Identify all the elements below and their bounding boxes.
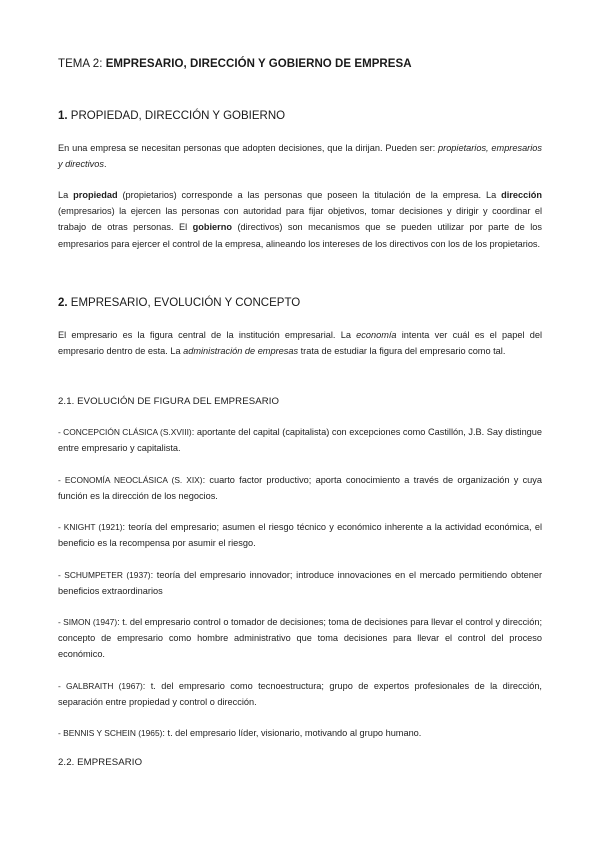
subsection-2-2-heading: 2.2. EMPRESARIO [58,757,143,768]
title-prefix: TEMA 2: [58,58,106,70]
term-gobierno: gobierno [192,222,232,233]
section-2-paragraph-1 [58,327,542,359]
item-label: - SIMON (1947) [58,617,118,627]
section-2-heading-text: EMPRESARIO, EVOLUCIÓN Y CONCEPTO [67,297,301,309]
list-item [58,567,542,599]
text-run: En una empresa se necesitan personas que adopten decisiones, que la dirijan. Pueden ser: [58,143,439,153]
section-1-number: 1. [58,110,68,122]
item-label: - BENNIS Y SCHEIN (1965) [58,728,163,738]
list-item [58,424,542,456]
text-run: El empresario es la figura central de la institución empresarial. La [58,330,357,340]
item-label: - SCHUMPETER (1937) [58,570,151,580]
item-label: - CONCEPCIÓN CLÁSICA (S.XVIII) [58,427,192,437]
text-run-italic: propietarios, empresarios y directivos [58,143,542,170]
text-run-italic: economía [356,330,397,340]
list-item [58,472,542,504]
item-text: : teoría del empresario innovador; introduce innovaciones en el mercado permitiendo obtener beneficios extraordinarios [58,570,543,597]
text-run: (empresarios) la ejercen las personas con autoridad para fijar objetivos, tomar decisiones y dirigir y coordinar el trabajo de otras personas. El [58,206,542,233]
text-run: intenta ver cuál es el papel del empresario dentro de esta. La [58,330,543,357]
term-propiedad: propiedad [73,190,118,200]
item-label: - ECONOMÍA NEOCLÁSICA (S. XIX) [58,475,203,485]
item-label: - GALBRAITH (1967) [58,681,143,691]
title-main: EMPRESARIO, DIRECCIÓN Y GOBIERNO DE EMPRESA [105,58,412,70]
text-run: (propietarios) corresponde a las personas que poseen la titulación de la empresa. La [117,190,502,200]
item-text: : cuarto factor productivo; aporta conocimiento a través de organización y cuya función es la dirección de los negocios. [58,475,543,502]
item-label: - KNIGHT (1921) [58,522,123,532]
document-title [58,58,412,70]
item-text: : teoría del empresario; asumen el riesgo técnico y económico inherente a la actividad económica, el beneficio es la recompensa por asumir el riesgo. [58,522,542,549]
section-1-heading-text: PROPIEDAD, DIRECCIÓN Y GOBIERNO [67,110,286,122]
list-item [58,614,542,663]
list-item [58,519,542,551]
list-item [58,725,542,741]
list-item [58,678,542,710]
term-direccion: dirección [501,190,542,200]
section-2-number: 2. [58,297,68,309]
text-run-italic: administración de empresas [183,346,299,357]
section-1-paragraph-2 [58,187,542,252]
text-run: La [58,190,74,200]
subsection-2-1-heading: 2.1. EVOLUCIÓN DE FIGURA DEL EMPRESARIO [58,396,280,407]
section-1-paragraph-1 [58,140,542,172]
item-text: : t. del empresario líder, visionario, motivando al grupo humano. [162,728,422,738]
item-text: : t. del empresario control o tomador de decisiones; toma de decisiones para llevar el control y dirección; concepto de empresario como hombre administrativo que toma decisiones para llevar el control del proceso económico. [58,617,542,660]
section-2-heading [58,297,300,309]
text-run: . [103,159,107,170]
text-run: (directivos) son mecanismos que se pueden utilizar por parte de los empresarios para ejercer el control de la empresa, alineando los intereses de los directivos con los de los propietarios. [58,222,542,249]
item-text: : aportante del capital (capitalista) con excepciones como Castillón, J.B. Say distingue entre empresario y capitalista. [58,427,543,454]
item-text: : t. del empresario como tecnoestructura; grupo de expertos profesionales de la dirección, separación entre propiedad y control o dirección. [58,681,542,708]
section-1-heading [58,110,285,122]
text-run: trata de estudiar la figura del empresario como tal. [298,346,506,357]
